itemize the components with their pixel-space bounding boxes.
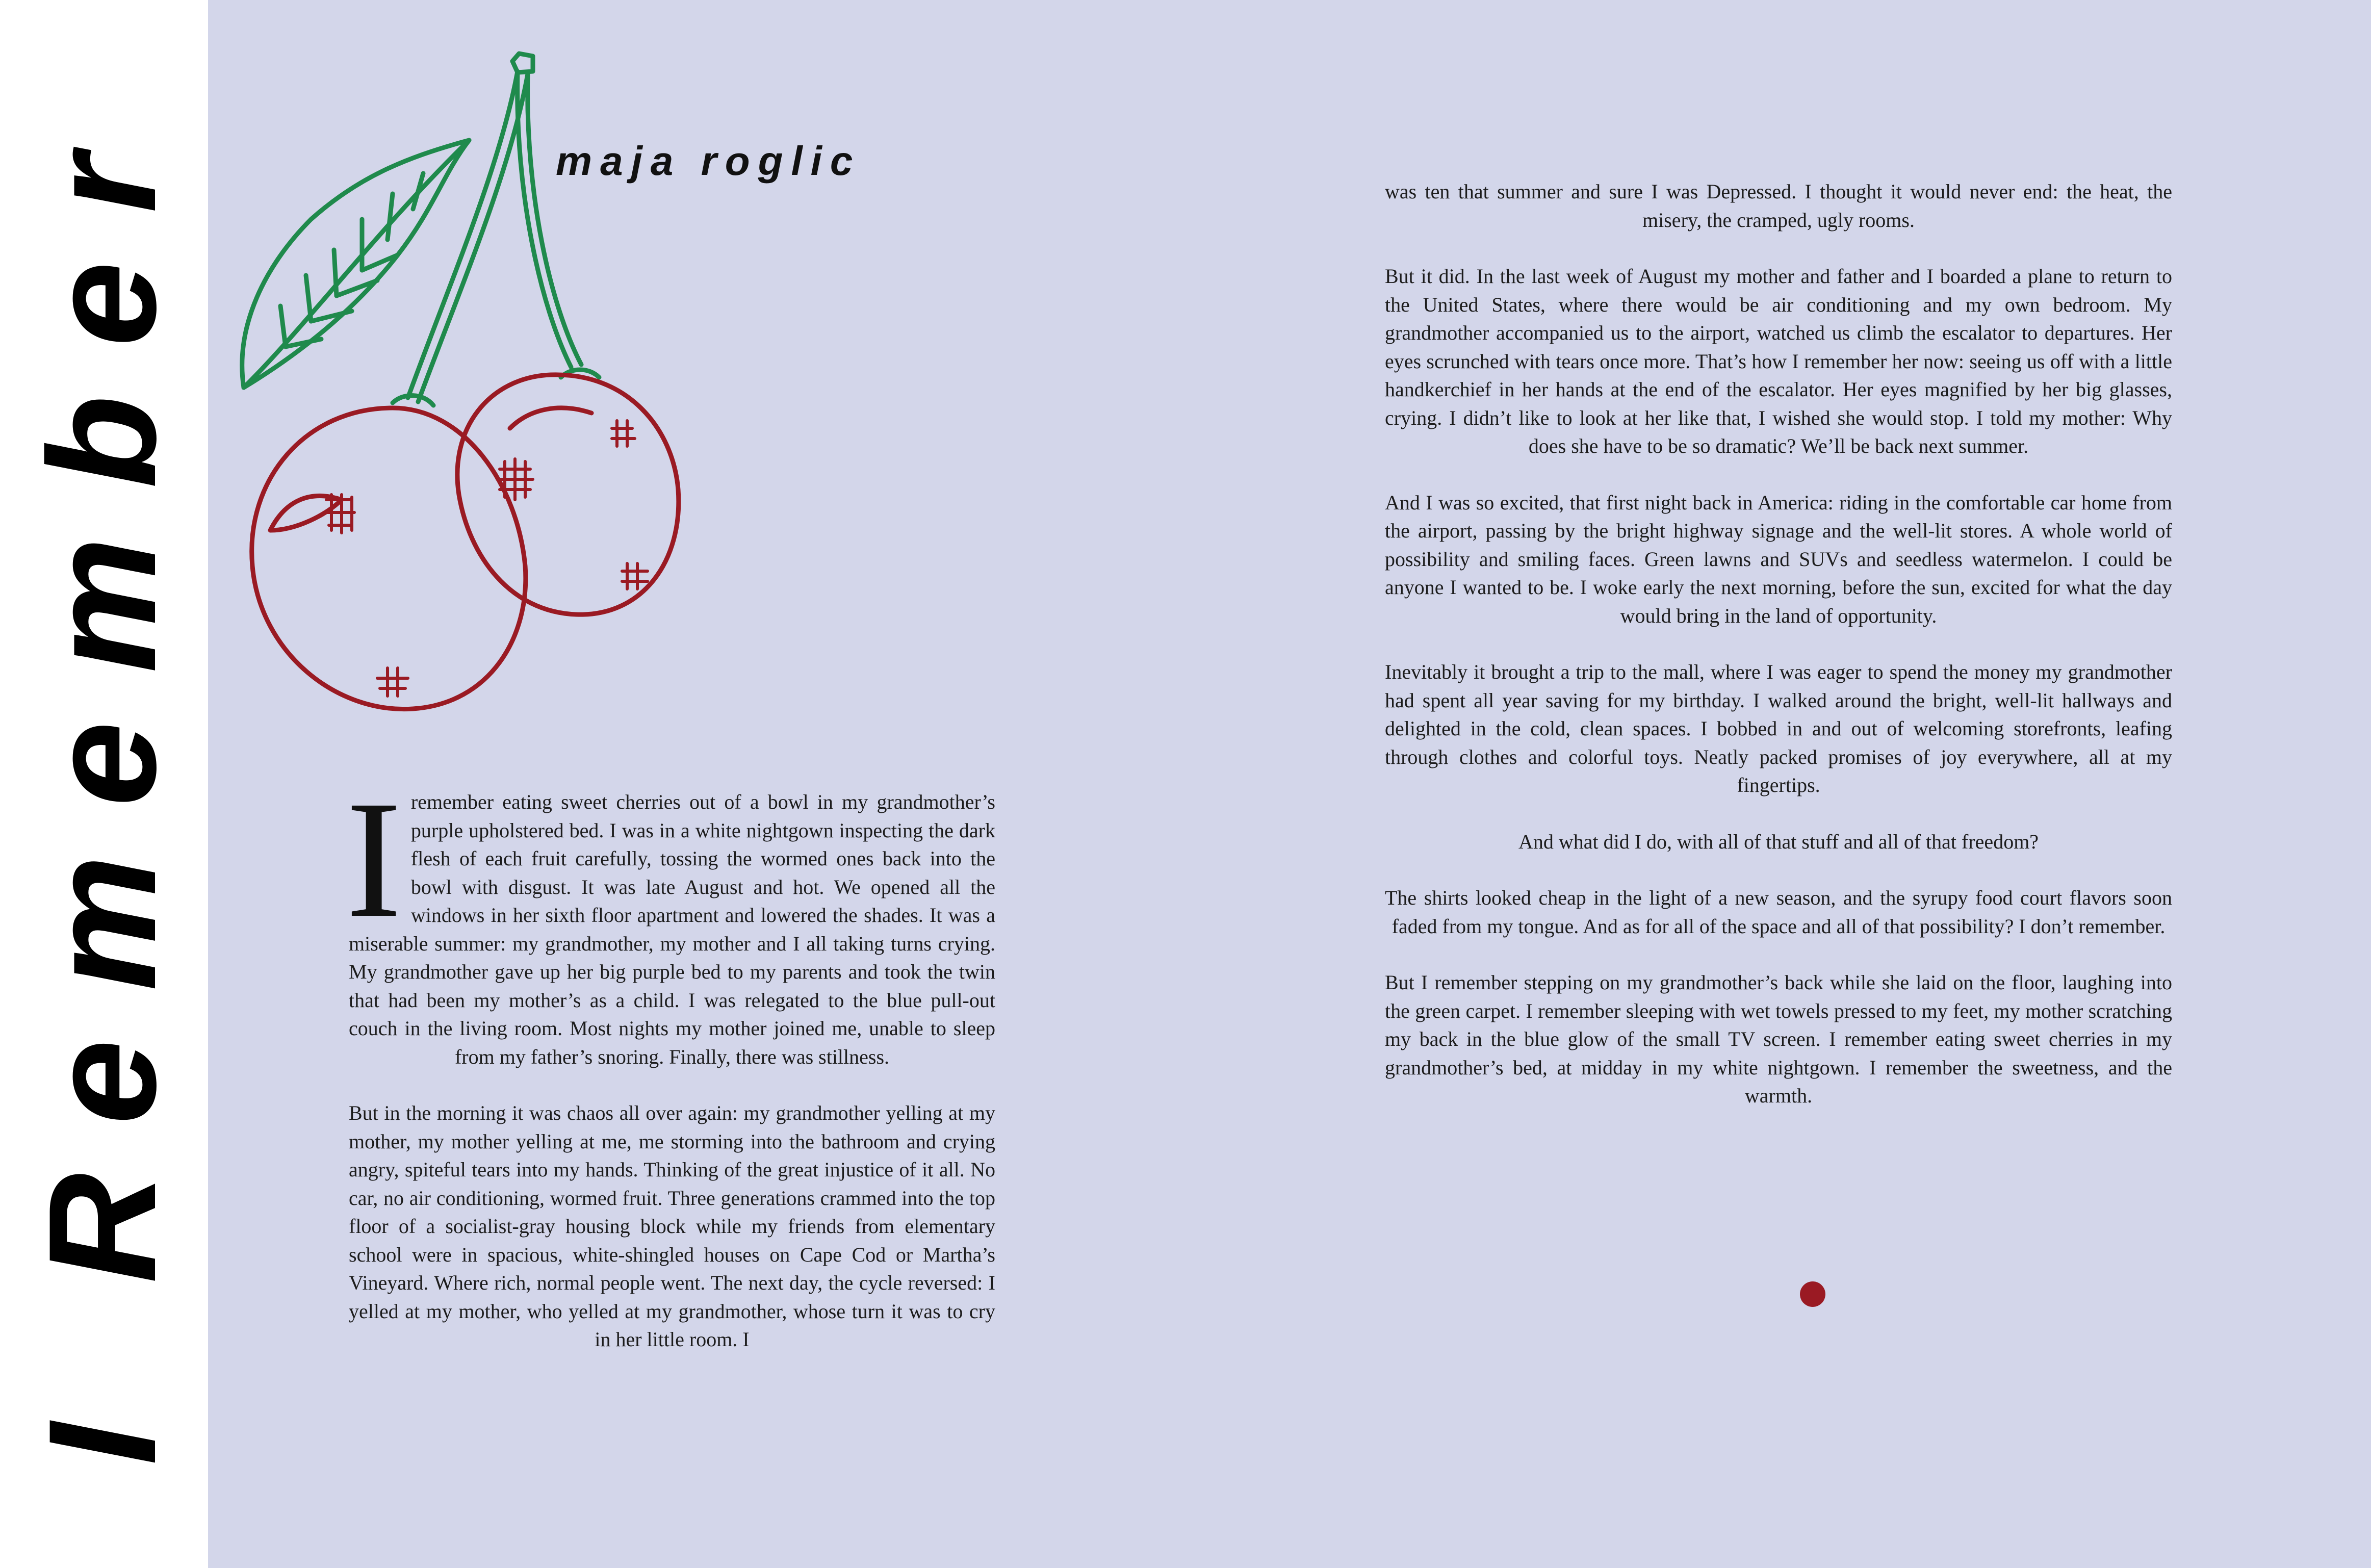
left-text-column <box>346 766 995 1382</box>
author-name: maja roglic <box>556 138 861 184</box>
article-title: I Remember <box>16 105 188 1466</box>
paragraph: But I remember stepping on my grandmother’s back while she laid on the floor, laughing into the green carpet. I remember sleeping with wet towels pressed to my feet, my mother scratching my back in the blue glow of the small TV screen. I remember eating sweet cherries in my grandmother’s bed, at midday in my white nightgown. I remember the sweetness, and the warmth. <box>1385 971 2172 1107</box>
paragraph: was ten that summer and sure I was Depressed. I thought it would never end: the heat, the misery, the cramped, ugly rooms. <box>1385 180 2172 232</box>
paragraph: And I was so excited, that first night back in America: riding in the comfortable car home from the airport, passing by the bright highway signage and the well-lit stores. A whole world of possibility and smiling faces. Green lawns and SUVs and seedless watermelon. I could be anyone I wanted to be. I woke early the next morning, before the sun, excited for what the day would bring in the land of opportunity. <box>1385 491 2172 627</box>
paragraph <box>346 766 995 1071</box>
title-area <box>0 0 208 1568</box>
right-text-column <box>1385 177 2172 1138</box>
drop-cap: I <box>346 766 402 953</box>
paragraph-text: remember eating sweet cherries out of a bowl in my grandmother’s purple upholstered bed. I was in a white nightgown inspecting the dark flesh of each fruit carefully, tossing the wormed ones back into the bowl with disgust. It was late August and hot. We opened all the windows in her sixth floor apartment and lowered the shades. It was a miserable summer: my grandmother, my mother and I all taking turns crying. My grandmother gave up her big purple bed to my parents and took the twin that had been my mother’s as a child. I was relegated to the blue pull-out couch in the living room. Most nights my mother joined me, unable to sleep from my father’s snoring. Finally, there was stillness. <box>349 790 995 1068</box>
paragraph: The shirts looked cheap in the light of a new season, and the syrupy food court flavors soon faded from my tongue. And as for all of the space and all of that possibility? I don’t remember. <box>1385 886 2172 938</box>
paragraph: Inevitably it brought a trip to the mall, where I was eager to spend the money my grandmother had spent all year saving for my birthday. I walked around the bright, well-lit hallways and delighted in the cold, clean spaces. I bobbed in and out of welcoming storefronts, leafing through clothes and colorful toys. Neatly packed promises of joy everywhere, all at my fingertips. <box>1385 660 2172 796</box>
paragraph: And what did I do, with all of that stuff and all of that freedom? <box>1518 830 2039 853</box>
paragraph: But in the morning it was chaos all over again: my grandmother yelling at my mother, my mother yelling at me, me storming into the bathroom and crying angry, spiteful tears into my hands. Thinking of the great injustice of it all. No car, no air conditioning, wormed fruit. Three generations crammed into the top floor of a socialist-gray housing block while my friends from elementary school were in spacious, white-shingled houses on Cape Cod or Martha’s Vineyard. Where rich, normal people went. The next day, the cycle reversed: I yelled at my mother, who yelled at my grandmother, whose turn it was to cry in her little room. I <box>349 1101 995 1351</box>
end-mark-dot <box>1800 1281 1825 1307</box>
paragraph: But it did. In the last week of August my mother and father and I boarded a plane to return to the United States, where there would be air conditioning and my own bedroom. My grandmother accompanied us to the airport, watched us climb the escalator to departures. Her eyes scrunched with tears once more. That’s how I remember her now: seeing us off with a little handkerchief in her hands at the end of the escalator. Her eyes magnified by her big glasses, crying. I didn’t like to look at her like that, I wished she would stop. I told my mother: Why does she have to be so dramatic? We’ll be back next summer. <box>1385 265 2172 457</box>
